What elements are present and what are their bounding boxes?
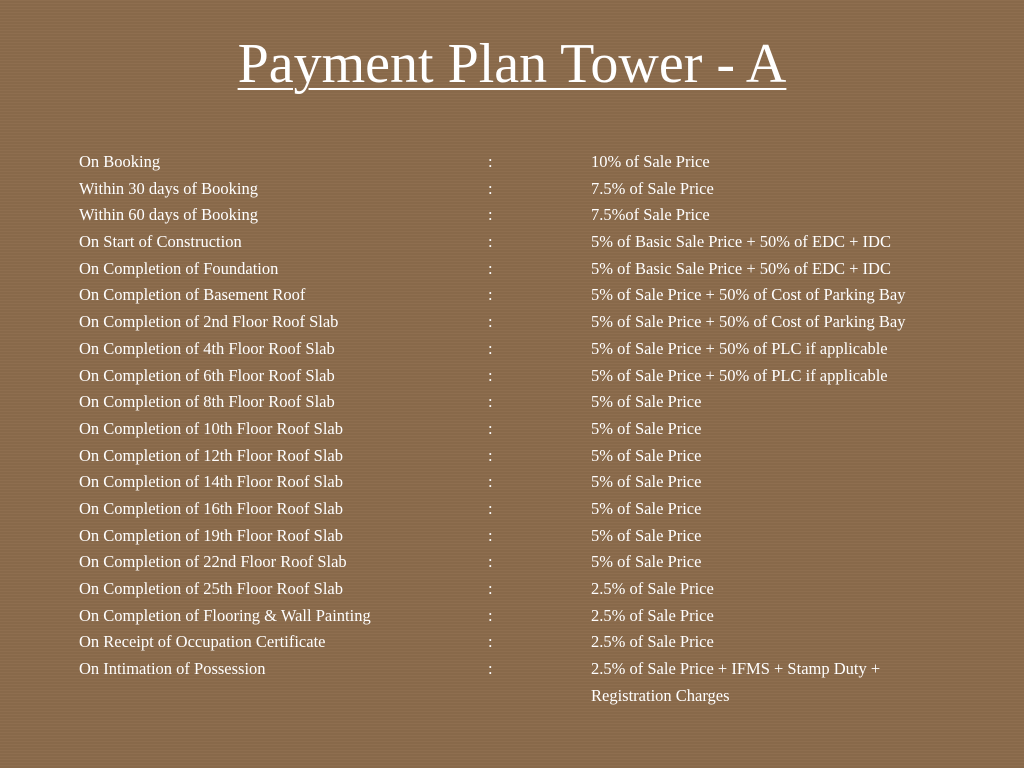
plan-stage: On Intimation of Possession — [79, 659, 266, 679]
plan-row — [79, 656, 979, 705]
plan-row — [79, 523, 979, 550]
plan-amount: 5% of Basic Sale Price + 50% of EDC + IDC — [591, 232, 891, 252]
plan-separator: : — [488, 258, 493, 278]
plan-separator: : — [488, 472, 493, 492]
plan-row — [79, 282, 979, 309]
plan-separator: : — [488, 365, 493, 385]
plan-row — [79, 603, 979, 630]
plan-amount: 7.5%of Sale Price — [591, 205, 710, 225]
plan-stage: On Completion of 2nd Floor Roof Slab — [79, 312, 339, 332]
page-title: Payment Plan Tower - A — [237, 33, 787, 95]
plan-separator: : — [488, 632, 493, 652]
plan-amount: 2.5% of Sale Price + IFMS + Stamp Duty + — [591, 659, 881, 679]
plan-stage: On Receipt of Occupation Certificate — [79, 632, 326, 652]
plan-separator: : — [488, 659, 493, 679]
plan-amount: 5% of Sale Price — [591, 472, 702, 492]
plan-separator: : — [488, 232, 493, 252]
plan-separator: : — [488, 205, 493, 225]
plan-stage: On Completion of Basement Roof — [79, 285, 306, 305]
plan-row — [79, 469, 979, 496]
plan-row — [79, 416, 979, 443]
plan-amount-wrapped — [591, 656, 880, 709]
payment-plan-table — [79, 149, 979, 705]
plan-amount: 7.5% of Sale Price — [591, 178, 714, 198]
plan-amount: 5% of Sale Price — [591, 552, 702, 572]
plan-stage: On Completion of 12th Floor Roof Slab — [79, 445, 343, 465]
plan-separator: : — [488, 445, 493, 465]
plan-row — [79, 229, 979, 256]
plan-stage: On Completion of Flooring & Wall Painting — [79, 605, 371, 625]
plan-amount: 5% of Sale Price + 50% of PLC if applicable — [591, 365, 888, 385]
plan-stage: On Completion of 22nd Floor Roof Slab — [79, 552, 347, 572]
plan-amount: 5% of Sale Price — [591, 525, 702, 545]
plan-separator: : — [488, 525, 493, 545]
plan-row — [79, 309, 979, 336]
plan-row — [79, 336, 979, 363]
plan-stage: On Completion of 6th Floor Roof Slab — [79, 365, 335, 385]
plan-stage: On Completion of 14th Floor Roof Slab — [79, 472, 343, 492]
plan-stage: On Completion of 19th Floor Roof Slab — [79, 525, 343, 545]
plan-row — [79, 389, 979, 416]
plan-stage: On Completion of 4th Floor Roof Slab — [79, 338, 335, 358]
plan-row — [79, 256, 979, 283]
plan-stage: Within 30 days of Booking — [79, 178, 258, 198]
plan-row — [79, 202, 979, 229]
plan-stage: On Completion of 25th Floor Roof Slab — [79, 579, 343, 598]
plan-stage: On Completion of Foundation — [79, 258, 279, 278]
plan-stage: On Completion of 8th Floor Roof Slab — [79, 392, 335, 412]
plan-row — [79, 576, 979, 603]
plan-separator: : — [488, 178, 493, 198]
plan-separator: : — [488, 579, 493, 598]
plan-amount: 5% of Sale Price — [591, 418, 702, 438]
plan-amount: 2.5% of Sale Price — [591, 605, 714, 625]
plan-amount: 5% of Basic Sale Price + 50% of EDC + IDC — [591, 258, 891, 278]
plan-amount: 5% of Sale Price + 50% of Cost of Parking Bay — [591, 285, 906, 305]
plan-row — [79, 496, 979, 523]
plan-amount: 5% of Sale Price + 50% of Cost of Parking Bay — [591, 312, 906, 332]
plan-stage: On Completion of 10th Floor Roof Slab — [79, 418, 343, 438]
plan-separator: : — [488, 285, 493, 305]
plan-separator: : — [488, 392, 493, 412]
plan-row — [79, 363, 979, 390]
plan-stage: On Start of Construction — [79, 232, 242, 252]
plan-stage: On Completion of 16th Floor Roof Slab — [79, 498, 343, 518]
plan-amount: 5% of Sale Price — [591, 392, 702, 412]
plan-separator: : — [488, 152, 493, 171]
plan-separator: : — [488, 312, 493, 332]
plan-stage: Within 60 days of Booking — [79, 205, 258, 225]
plan-stage: On Booking — [79, 152, 161, 171]
plan-row — [79, 149, 979, 176]
plan-separator: : — [488, 498, 493, 518]
plan-amount: 5% of Sale Price + 50% of PLC if applicable — [591, 338, 888, 358]
plan-amount: 10% of Sale Price — [591, 152, 710, 171]
plan-row — [79, 176, 979, 203]
plan-amount: 5% of Sale Price — [591, 498, 702, 518]
plan-separator: : — [488, 605, 493, 625]
plan-amount: 2.5% of Sale Price — [591, 579, 714, 598]
plan-amount: 2.5% of Sale Price — [591, 632, 714, 652]
plan-amount-continued: Registration Charges — [591, 685, 730, 705]
plan-separator: : — [488, 552, 493, 572]
plan-row — [79, 629, 979, 656]
plan-separator: : — [488, 418, 493, 438]
plan-row — [79, 549, 979, 576]
plan-separator: : — [488, 338, 493, 358]
plan-amount: 5% of Sale Price — [591, 445, 702, 465]
plan-row — [79, 443, 979, 470]
